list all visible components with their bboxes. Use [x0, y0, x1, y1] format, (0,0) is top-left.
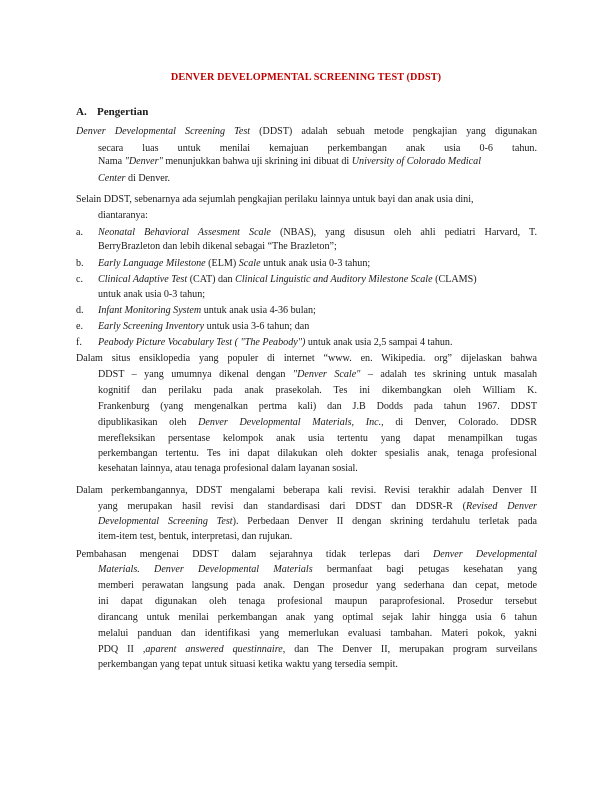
paragraph-3-line-4: Frankenburg (yang mengenalkan pertma kali) dan J.B Dodds pada tahun 1967. DDST — [98, 401, 537, 412]
text-span: yang merupakan hasil revisi dan standardisasi dari DDST dan DDSR-R ( — [98, 501, 467, 512]
term-esi: Early Screening Inventory — [98, 321, 205, 332]
term-aaq: aparent answered questinnaire — [145, 644, 283, 655]
paragraph-1-line-1 — [76, 125, 537, 138]
list-item-a-line-2: BerryBrazleton dan lebih dikenal sebagai “The Brazleton”; — [98, 241, 337, 252]
section-heading — [76, 106, 148, 118]
text-span: – adalah tes skrining untuk masalah — [360, 369, 537, 380]
text-span: dipublikasikan oleh — [98, 417, 199, 428]
term-center: Center — [98, 173, 126, 184]
list-item-e — [98, 320, 309, 333]
text-span: di Denver. — [125, 173, 171, 184]
term-elm: Early Language Milestone — [98, 258, 206, 269]
list-marker-c: c. — [76, 274, 84, 285]
term-scale: Scale — [238, 258, 261, 269]
text-span: PDQ II , — [98, 644, 146, 655]
text-span: (ELM) — [205, 258, 239, 269]
term-ddm: Denver Developmental — [432, 549, 537, 560]
text-span: bermanfaat bagi petugas kesehatan yang — [312, 564, 537, 575]
paragraph-2-line-1: Selain DDST, sebenarnya ada sejumlah pengkajian perilaku lainnya untuk bayi dan anak usia dini, — [76, 194, 474, 205]
paragraph-3-line-6: merefleksikan persentase kelompok anak usia tertentu yang dapat menampilkan tugas — [98, 433, 537, 444]
text-span: Nama — [98, 156, 125, 167]
term-ddm-2: Materials. Denver Developmental Materials — [98, 564, 313, 575]
paragraph-5-line-2 — [98, 563, 537, 576]
paragraph-5-line-1 — [76, 548, 537, 561]
paragraph-4-line-3 — [98, 515, 537, 528]
text-span: DDST – yang umumnya dikenal dengan — [98, 369, 293, 380]
text-span: di Denver, Colorado. DDSR — [383, 417, 537, 428]
term-dst: Developmental Screening Test — [98, 516, 233, 527]
list-item-d — [98, 304, 316, 317]
text-span: (DDST) adalah sebuah metode pengkajian yang digunakan — [250, 126, 537, 137]
paragraph-5-line-8: perkembangan yang tepat untuk situasi ketika waktu yang tersedia sempit. — [98, 659, 398, 670]
term-university: University of Colorado Medical — [351, 156, 482, 167]
text-span: (CLAMS) — [432, 274, 477, 285]
text-span: untuk anak usia 4-36 bulan; — [201, 305, 316, 316]
paragraph-1-line-3 — [98, 155, 481, 168]
paragraph-5-line-4: ini dapat digunakan oleh tenaga profesional maupun paraprofesional. Prosedur tersebut — [98, 596, 537, 607]
paragraph-3-line-3: kognitif dan perilaku pada anak prasekolah. Tes ini dikembangkan oleh William K. — [98, 385, 537, 396]
term-nbas: Neonatal Behavioral Assesment Scale — [98, 227, 271, 238]
list-item-f — [98, 336, 453, 349]
text-span: (CAT) dan — [187, 274, 236, 285]
text-span: ). Perbedaan Denver II dengan skrining terdahulu terletak pada — [232, 516, 538, 527]
text-span: untuk usia 3-6 tahun; dan — [204, 321, 310, 332]
text-span: , dan The Denver II, merupakan program surveilans — [282, 644, 537, 655]
paragraph-3-line-2 — [98, 368, 537, 381]
paragraph-3-line-8: kesehatan lainnya, atau tenaga profesional dalam layanan sosial. — [98, 463, 358, 474]
list-marker-a: a. — [76, 227, 84, 238]
paragraph-3-line-7: perkembangan tertentu. Tes ini dapat dilakukan oleh dokter spesialis anak, tenaga profesional — [98, 448, 537, 459]
list-marker-b: b. — [76, 258, 84, 269]
term-ddst: Denver Developmental Screening Test — [76, 126, 251, 137]
term-ddm-inc: Denver Developmental Materials, Inc., — [198, 417, 384, 428]
paragraph-3-line-5 — [98, 416, 537, 429]
document-title: DENVER DEVELOPMENTAL SCREENING TEST (DDST) — [170, 72, 442, 83]
section-title: Pengertian — [97, 106, 149, 118]
term-revised-denver: Revised Denver — [466, 501, 537, 512]
text-span: untuk anak usia 0-3 tahun; — [260, 258, 371, 269]
text-span: untuk anak usia 2,5 sampai 4 tahun. — [305, 337, 453, 348]
list-marker-f: f. — [76, 337, 82, 348]
paragraph-5-line-5: dirancang untuk menilai perkembangan anak yang optimal sejak lahir hingga usia 6 tahun — [98, 612, 537, 623]
term-denver-scale: "Denver Scale" — [292, 369, 361, 380]
paragraph-5-line-7 — [98, 643, 537, 656]
paragraph-2-line-2: diantaranya: — [98, 210, 148, 221]
text-span: menunjukkan bahwa uji skrining ini dibuat di — [162, 156, 352, 167]
text-span: Pembahasan mengenai DDST dalam sejarahnya tidak terlepas dari — [76, 549, 433, 560]
term-denver: "Denver" — [124, 156, 163, 167]
paragraph-4-line-4: item-item test, bentuk, interpretasi, dan rujukan. — [98, 531, 293, 542]
paragraph-3-line-1: Dalam situs ensiklopedia yang populer di internet “www. en. Wikipedia. org” dijelaskan bahwa — [76, 353, 537, 364]
list-item-b — [98, 257, 370, 270]
paragraph-1-line-2: secara luas untuk menilai kemajuan perkembangan anak usia 0-6 tahun. — [98, 143, 537, 154]
list-marker-d: d. — [76, 305, 84, 316]
paragraph-1-line-4 — [98, 172, 170, 185]
paragraph-4-line-2 — [98, 500, 537, 513]
list-marker-e: e. — [76, 321, 84, 332]
term-ims: Infant Monitoring System — [98, 305, 202, 316]
text-span: (NBAS), yang disusun oleh ahli pediatri Harvard, T. — [270, 227, 537, 238]
paragraph-5-line-6: melalui panduan dan identifikasi yang memerlukan evaluasi tambahan. Materi pokok, yakni — [98, 628, 537, 639]
list-item-c-line-2: untuk anak usia 0-3 tahun; — [98, 289, 206, 300]
section-number: A. — [76, 106, 87, 118]
term-clams: Clinical Linguistic and Auditory Milestone Scale — [235, 274, 433, 285]
paragraph-5-line-3: memberi perawatan langsung pada anak. Dengan prosedur yang sederhana dan cepat, metode — [98, 580, 537, 591]
term-ppvt: Peabody Picture Vocabulary Test ( "The Peabody") — [98, 337, 306, 348]
paragraph-4-line-1: Dalam perkembangannya, DDST mengalami beberapa kali revisi. Revisi terakhir adalah Denver II — [76, 485, 537, 496]
term-cat: Clinical Adaptive Test — [98, 274, 188, 285]
list-item-a-line-1 — [98, 226, 537, 239]
list-item-c-line-1 — [98, 273, 477, 286]
